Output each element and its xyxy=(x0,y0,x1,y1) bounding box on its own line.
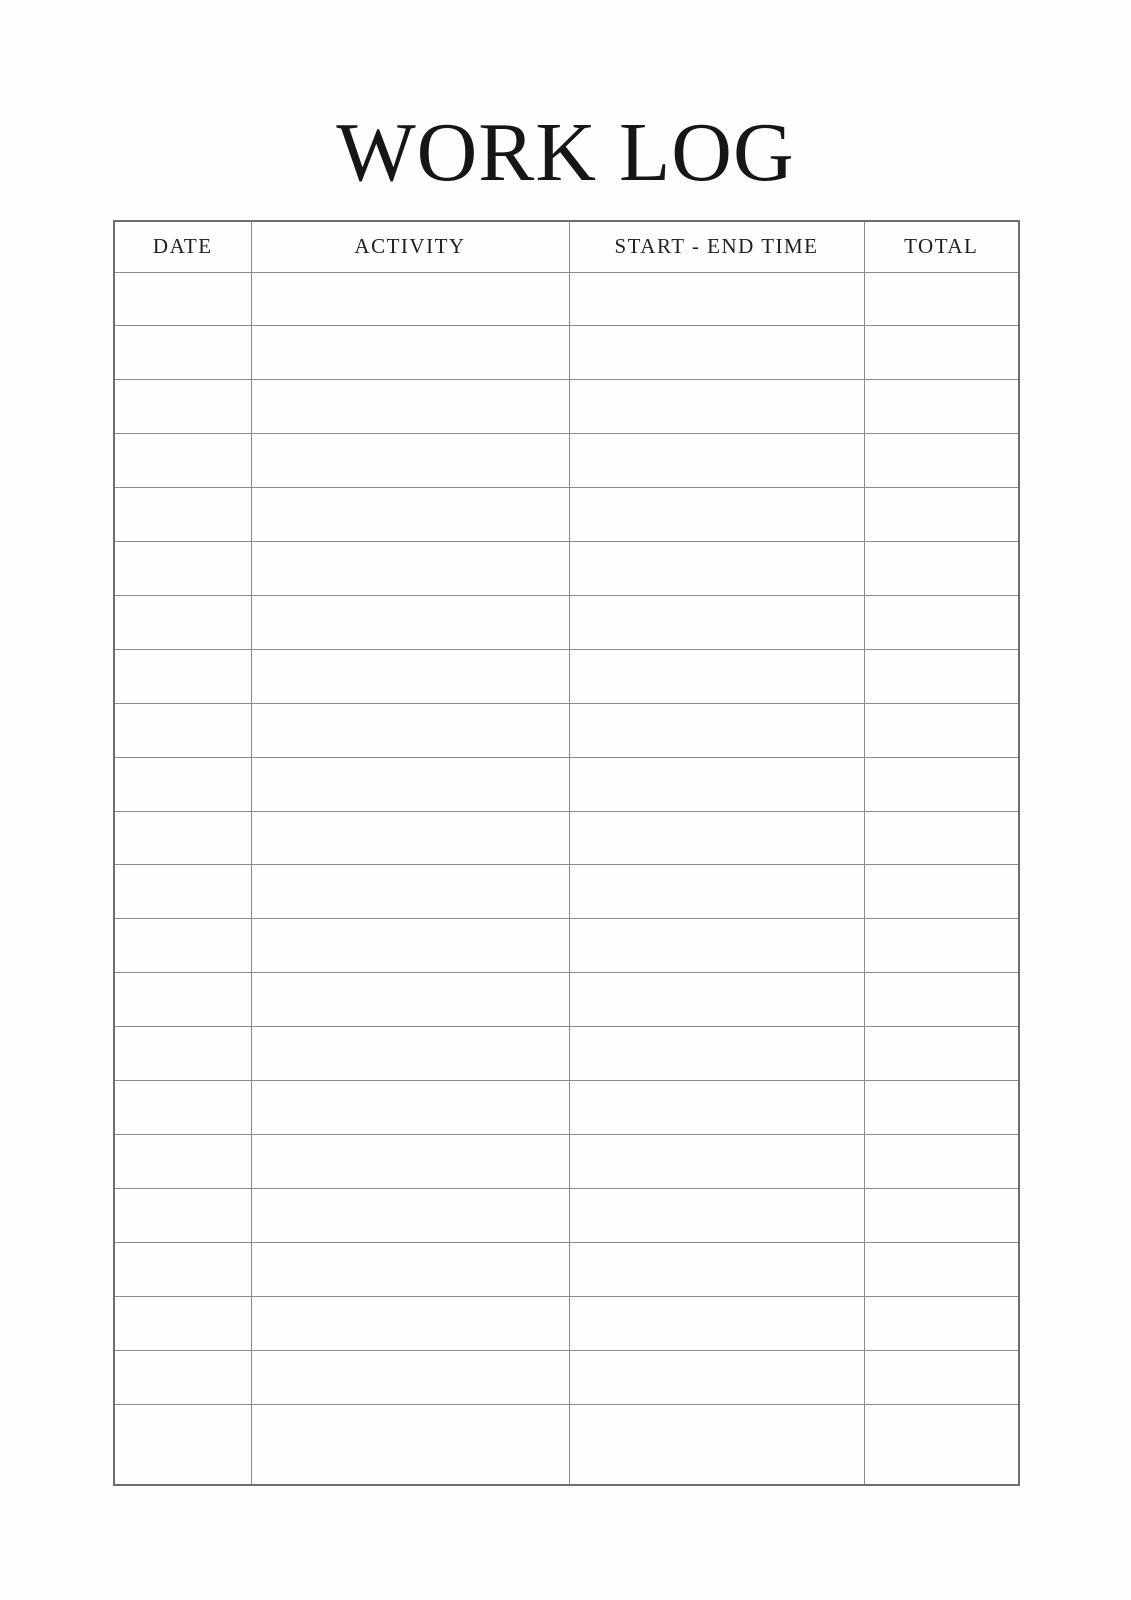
table-row xyxy=(114,649,1019,703)
table-cell-time xyxy=(569,1135,864,1189)
table-cell-date xyxy=(114,488,251,542)
table-cell-total xyxy=(864,326,1019,380)
table-cell-date xyxy=(114,1081,251,1135)
table-cell-time xyxy=(569,649,864,703)
table-cell-total xyxy=(864,973,1019,1027)
table-cell-activity xyxy=(251,973,569,1027)
table-row xyxy=(114,272,1019,326)
table-row xyxy=(114,865,1019,919)
table-row xyxy=(114,542,1019,596)
table-cell-total xyxy=(864,1296,1019,1350)
table-body xyxy=(114,272,1019,1485)
table-cell-activity xyxy=(251,1296,569,1350)
table-row xyxy=(114,434,1019,488)
table-cell-activity xyxy=(251,488,569,542)
table-cell-time xyxy=(569,434,864,488)
table-cell-total xyxy=(864,1081,1019,1135)
table-row xyxy=(114,1350,1019,1404)
table-cell-time xyxy=(569,1188,864,1242)
table-cell-activity xyxy=(251,542,569,596)
table-cell-date xyxy=(114,1350,251,1404)
table-cell-time xyxy=(569,973,864,1027)
table-cell-activity xyxy=(251,649,569,703)
table-row xyxy=(114,1296,1019,1350)
table-cell-activity xyxy=(251,1242,569,1296)
table-cell-total xyxy=(864,649,1019,703)
table-cell-total xyxy=(864,272,1019,326)
table-cell-time xyxy=(569,811,864,865)
table-cell-time xyxy=(569,542,864,596)
table-cell-date xyxy=(114,1296,251,1350)
table-cell-time xyxy=(569,1350,864,1404)
table-cell-activity xyxy=(251,1081,569,1135)
table-cell-total xyxy=(864,757,1019,811)
table-cell-time xyxy=(569,865,864,919)
header-row xyxy=(114,221,1019,272)
table-cell-total xyxy=(864,542,1019,596)
table-cell-time xyxy=(569,1081,864,1135)
table-cell-time xyxy=(569,1404,864,1485)
table-cell-total xyxy=(864,1350,1019,1404)
table-cell-date xyxy=(114,1242,251,1296)
table-cell-time xyxy=(569,272,864,326)
table-cell-activity xyxy=(251,380,569,434)
table-row xyxy=(114,1081,1019,1135)
table-cell-total xyxy=(864,1404,1019,1485)
table-cell-time xyxy=(569,326,864,380)
table-cell-total xyxy=(864,1135,1019,1189)
table-cell-total xyxy=(864,1027,1019,1081)
table-row xyxy=(114,973,1019,1027)
table-row xyxy=(114,326,1019,380)
table-cell-activity xyxy=(251,434,569,488)
table-cell-total xyxy=(864,434,1019,488)
work-log-table xyxy=(113,220,1020,1486)
table-cell-time xyxy=(569,488,864,542)
table-cell-total xyxy=(864,1188,1019,1242)
table-row xyxy=(114,488,1019,542)
table-cell-date xyxy=(114,434,251,488)
table-cell-time xyxy=(569,1242,864,1296)
table-cell-total xyxy=(864,811,1019,865)
table-cell-activity xyxy=(251,1188,569,1242)
table-cell-activity xyxy=(251,272,569,326)
table-cell-activity xyxy=(251,1135,569,1189)
page-title: WORK LOG xyxy=(336,106,795,199)
table-cell-date xyxy=(114,326,251,380)
table-row xyxy=(114,595,1019,649)
table-cell-activity xyxy=(251,1027,569,1081)
table-cell-activity xyxy=(251,595,569,649)
col-header-date: DATE xyxy=(114,221,251,272)
table-row xyxy=(114,703,1019,757)
table-cell-date xyxy=(114,380,251,434)
table-row xyxy=(114,1404,1019,1485)
table-cell-total xyxy=(864,595,1019,649)
table-cell-activity xyxy=(251,326,569,380)
table-cell-total xyxy=(864,703,1019,757)
col-header-activity: ACTIVITY xyxy=(251,221,569,272)
table-cell-time xyxy=(569,1027,864,1081)
table-cell-total xyxy=(864,919,1019,973)
table-row xyxy=(114,811,1019,865)
table-cell-time xyxy=(569,757,864,811)
table-cell-date xyxy=(114,1135,251,1189)
col-header-total: TOTAL xyxy=(864,221,1019,272)
table-cell-activity xyxy=(251,865,569,919)
table-cell-total xyxy=(864,1242,1019,1296)
table-cell-total xyxy=(864,380,1019,434)
table-row xyxy=(114,380,1019,434)
table-row xyxy=(114,1135,1019,1189)
table-cell-activity xyxy=(251,919,569,973)
table-cell-time xyxy=(569,380,864,434)
table-row xyxy=(114,1027,1019,1081)
table-cell-date xyxy=(114,272,251,326)
table-cell-date xyxy=(114,1027,251,1081)
table-cell-total xyxy=(864,488,1019,542)
table-cell-date xyxy=(114,649,251,703)
table-cell-date xyxy=(114,973,251,1027)
table-cell-time xyxy=(569,1296,864,1350)
table-cell-time xyxy=(569,919,864,973)
table-cell-activity xyxy=(251,811,569,865)
table-row xyxy=(114,1242,1019,1296)
table-cell-activity xyxy=(251,757,569,811)
table-cell-date xyxy=(114,595,251,649)
table-cell-date xyxy=(114,919,251,973)
table-cell-time xyxy=(569,595,864,649)
table-cell-date xyxy=(114,1404,251,1485)
table-row xyxy=(114,1188,1019,1242)
table-cell-activity xyxy=(251,703,569,757)
table-cell-date xyxy=(114,865,251,919)
table-cell-date xyxy=(114,1188,251,1242)
table-cell-date xyxy=(114,811,251,865)
table-cell-date xyxy=(114,542,251,596)
table-cell-date xyxy=(114,703,251,757)
col-header-start-end-time: START - END TIME xyxy=(569,221,864,272)
table-row xyxy=(114,919,1019,973)
table-row xyxy=(114,757,1019,811)
table-cell-activity xyxy=(251,1350,569,1404)
table-cell-activity xyxy=(251,1404,569,1485)
table-cell-date xyxy=(114,757,251,811)
table-cell-time xyxy=(569,703,864,757)
table-cell-total xyxy=(864,865,1019,919)
